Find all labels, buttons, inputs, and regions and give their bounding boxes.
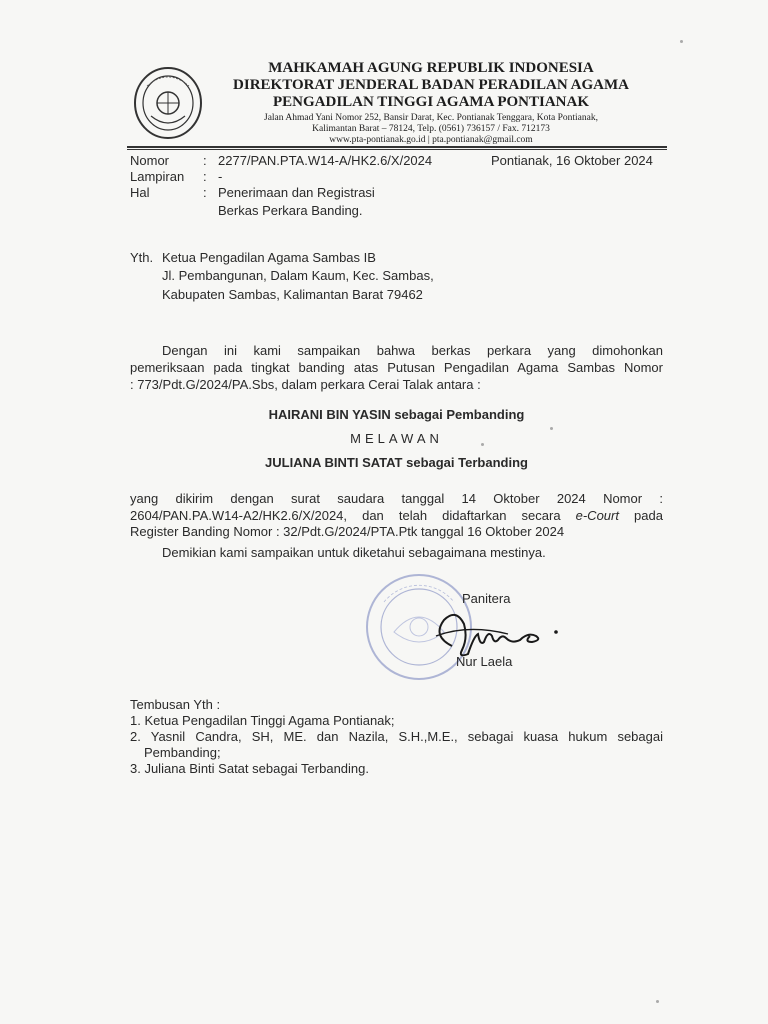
letterhead-line-2: DIREKTORAT JENDERAL BADAN PERADILAN AGAMA [233, 77, 629, 93]
scan-speck [481, 443, 484, 446]
hal-colon: : [203, 185, 207, 200]
letterhead-address-2: Kalimantan Barat – 78124, Telp. (0561) 736157 / Fax. 712173 [312, 124, 550, 134]
recipient-line-2: Jl. Pembangunan, Dalam Kaum, Kec. Sambas, [162, 268, 434, 283]
recipient-line-1: Ketua Pengadilan Agama Sambas IB [162, 250, 376, 265]
letterhead-divider-thick [127, 146, 667, 148]
cc-item-1: 1. Ketua Pengadilan Tinggi Agama Pontianak; [130, 713, 395, 728]
letterhead-address-1: Jalan Ahmad Yani Nomor 252, Bansir Darat, Kec. Pontianak Tenggara, Kota Pontianak, [264, 113, 598, 123]
hal-value-line-1: Penerimaan dan Registrasi [218, 185, 375, 200]
signatory-title: Panitera [462, 591, 511, 606]
cc-item-2-line-1: 2. Yasnil Candra, SH, ME. dan Nazila, S.H.,M.E., sebagai kuasa hukum sebagai [130, 729, 663, 744]
recipient-line-3: Kabupaten Sambas, Kalimantan Barat 79462 [162, 287, 423, 302]
cc-item-2-line-2: Pembanding; [144, 745, 221, 760]
letterhead-line-3: PENGADILAN TINGGI AGAMA PONTIANAK [272, 94, 589, 110]
versus-label: MELAWAN [350, 431, 443, 446]
scan-speck [550, 427, 553, 430]
paragraph-1-line-1: Dengan ini kami sampaikan bahwa berkas perkara yang dimohonkan [162, 343, 663, 358]
recipient-yth: Yth. [130, 250, 154, 265]
nomor-colon: : [203, 153, 207, 168]
nomor-label: Nomor [130, 153, 170, 168]
hal-label: Hal [130, 185, 150, 200]
letterhead-line-1: MAHKAMAH AGUNG REPUBLIK INDONESIA [268, 60, 594, 76]
party-respondent: JULIANA BINTI SATAT sebagai Terbanding [265, 455, 528, 470]
closing-sentence: Demikian kami sampaikan untuk diketahui sebagaimana mestinya. [162, 545, 546, 560]
letterhead-divider-thin [127, 149, 667, 150]
paragraph-2-line-2 [130, 508, 663, 523]
letter-date: Pontianak, 16 Oktober 2024 [491, 153, 653, 168]
paragraph-2-line-1: yang dikirim dengan surat saudara tanggal 14 Oktober 2024 Nomor : [130, 491, 663, 506]
paragraph-2-line-2-a: 2604/PAN.PA.W14-A2/HK2.6/X/2024, dan telah didaftarkan secara [130, 508, 576, 523]
paragraph-1-line-2: pemeriksaan pada tingkat banding atas Putusan Pengadilan Agama Sambas Nomor [130, 360, 663, 375]
scan-speck [656, 1000, 659, 1003]
cc-heading: Tembusan Yth : [130, 697, 221, 712]
letterhead-address-3: www.pta-pontianak.go.id | pta.pontianak@gmail.com [329, 135, 533, 145]
signatory-name: Nur Laela [456, 654, 513, 669]
scan-speck [680, 40, 683, 43]
hal-value-line-2: Berkas Perkara Banding. [218, 203, 363, 218]
paragraph-2-line-2-c: pada [618, 508, 663, 523]
cc-item-3: 3. Juliana Binti Satat sebagai Terbanding. [130, 761, 369, 776]
paragraph-1-line-3: : 773/Pdt.G/2024/PA.Sbs, dalam perkara Cerai Talak antara : [130, 377, 481, 392]
letterhead [206, 60, 656, 146]
ecourt-term: e-Court [575, 508, 619, 523]
court-emblem-logo [133, 66, 203, 140]
lampiran-colon: : [203, 169, 207, 184]
nomor-value: 2277/PAN.PTA.W14-A/HK2.6/X/2024 [218, 153, 433, 168]
lampiran-value: - [218, 169, 223, 184]
lampiran-label: Lampiran [130, 169, 185, 184]
paragraph-2-line-3: Register Banding Nomor : 32/Pdt.G/2024/PTA.Ptk tanggal 16 Oktober 2024 [130, 524, 565, 539]
party-appellant: HAIRANI BIN YASIN sebagai Pembanding [268, 407, 525, 422]
